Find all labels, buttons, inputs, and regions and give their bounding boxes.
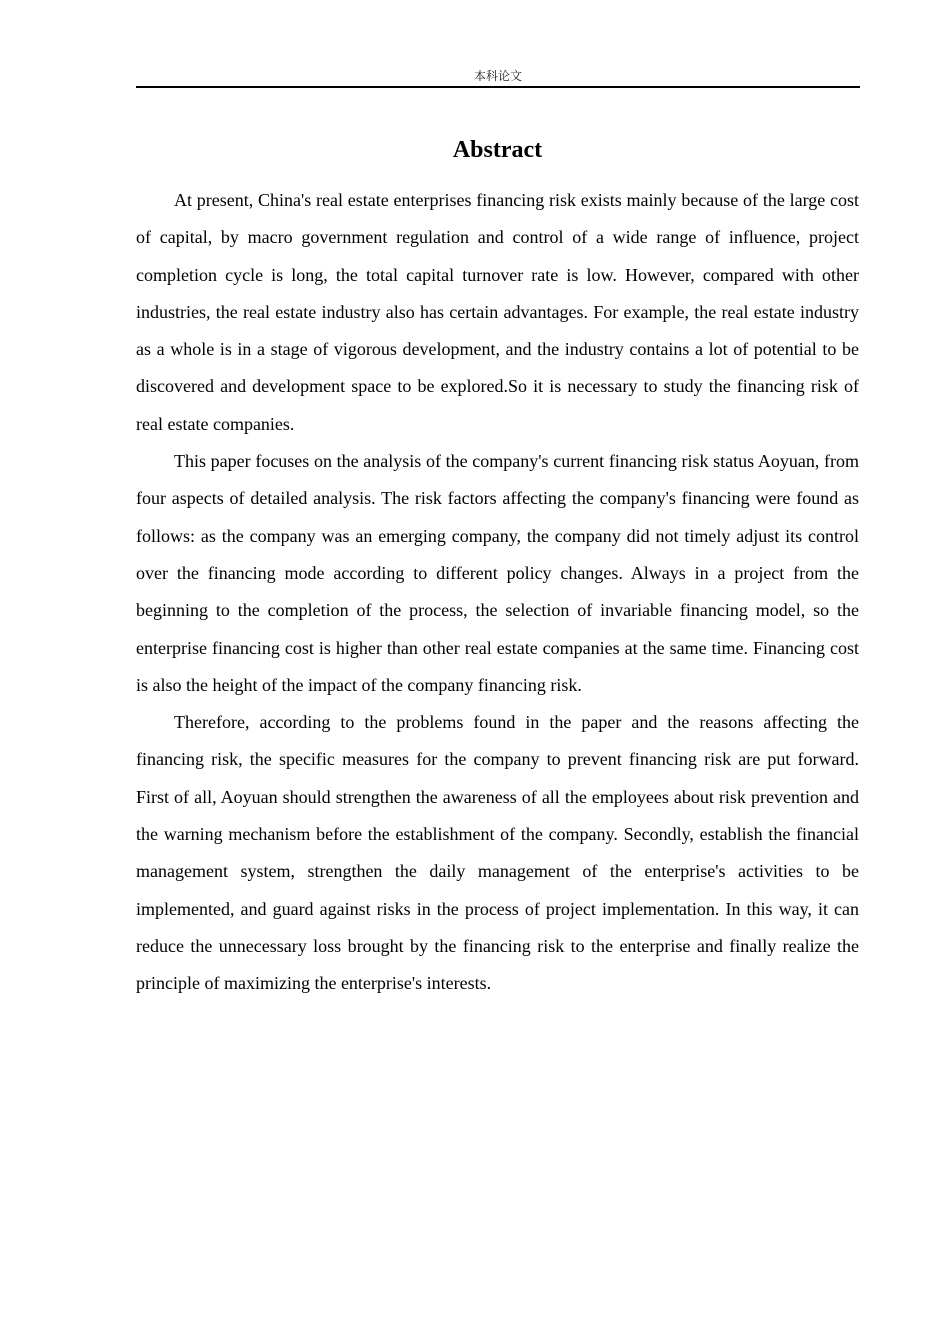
page-header (136, 66, 860, 88)
running-title: 本科论文 (473, 69, 522, 83)
abstract-paragraph-1: At present, China's real estate enterprises financing risk exists mainly because of the large cost of capital, by macro government regulation and control of a wide range of influence, project completion cycle is long, the total capital turnover rate is low. However, compared with other industries, the real estate industry also has certain advantages. For example, the real estate industry as a whole is in a stage of vigorous development, and the industry contains a lot of potential to be discovered and development space to be explored.So it is necessary to study the financing risk of real estate companies. (136, 190, 859, 434)
abstract-title: Abstract (452, 137, 543, 163)
abstract-section (136, 130, 859, 1003)
abstract-paragraph-3: Therefore, according to the problems found in the paper and the reasons affecting the financing risk, the specific measures for the company to prevent financing risk are put forward. First of all, Aoyuan should strengthen the awareness of all the employees about risk prevention and the warning mechanism before the establishment of the company. Secondly, establish the financial management system, strengthen the daily management of the enterprise's activities to be implemented, and guard against risks in the process of project implementation. In this way, it can reduce the unnecessary loss brought by the financing risk to the enterprise and finally realize the principle of maximizing the enterprise's interests. (136, 712, 859, 994)
abstract-paragraph-2: This paper focuses on the analysis of the company's current financing risk status Aoyuan, from four aspects of detailed analysis. The risk factors affecting the company's financing were found as follows: as the company was an emerging company, the company did not timely adjust its control over the financing mode according to different policy changes. Always in a project from the beginning to the completion of the process, the selection of invariable financing model, so the enterprise financing cost is higher than other real estate companies at the same time. Financing cost is also the height of the impact of the company financing risk. (136, 451, 859, 695)
